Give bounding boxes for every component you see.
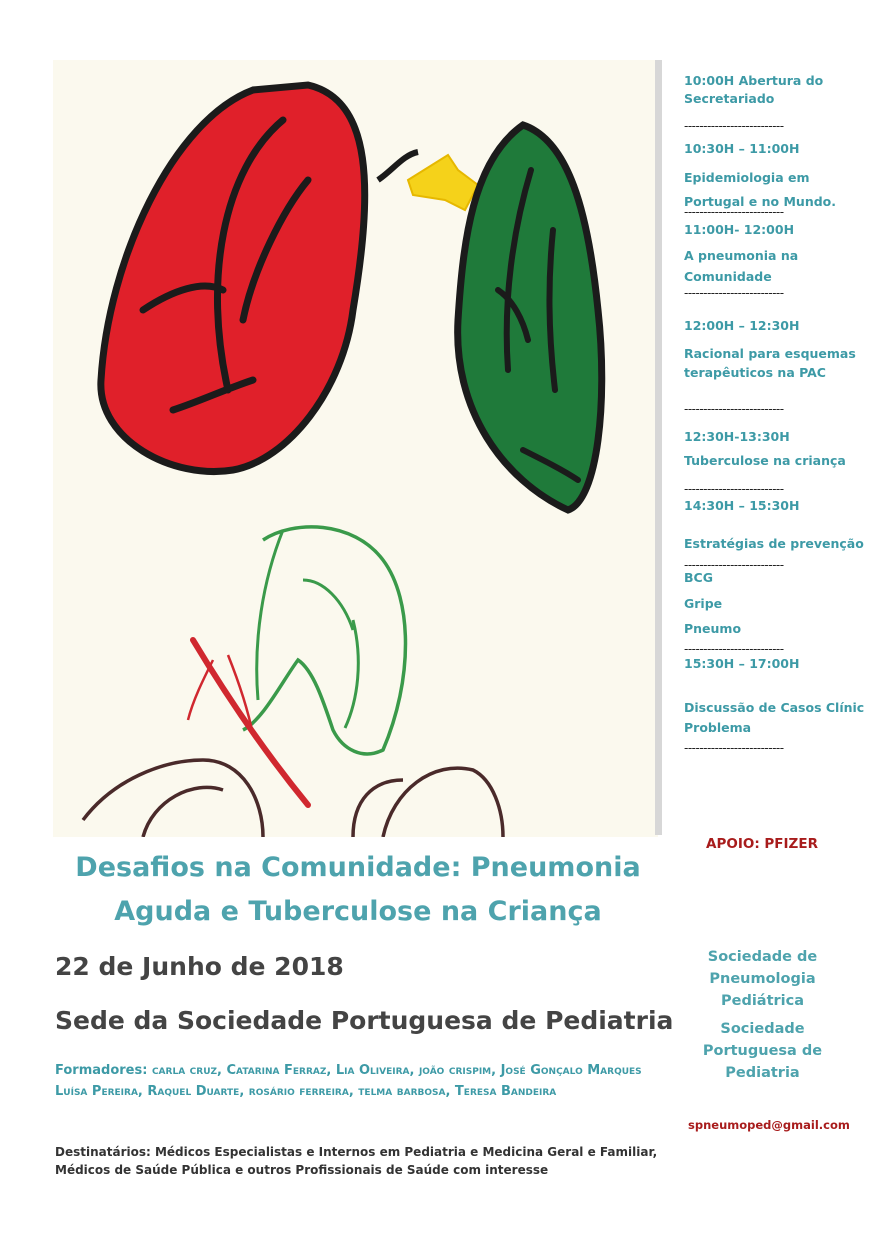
schedule-item: Estratégias de prevenção [684,536,864,551]
org-spp-pneumo: Sociedade de Pneumologia Pediátrica [707,949,818,1009]
schedule-item: Pneumo [684,621,742,636]
schedule-separator: -------------------------- [684,205,784,219]
lungs-drawing [53,60,658,837]
schedule-item: Secretariado [684,91,775,106]
schedule-item: A pneumonia na [684,248,799,263]
schedule-separator: -------------------------- [684,286,784,300]
red-lung [101,85,365,472]
audience-text: Destinatários: Médicos Especialistas e Internos em Pediatria e Medicina Geral e Familiar, Médicos de Saúde Pública e outros Profissionais de Saúde com interesse [55,1145,658,1177]
schedule-item: Racional para esquemas [684,346,856,361]
schedule-item: Portugal e no Mundo. [684,194,836,209]
schedule-item: Comunidade [684,269,772,284]
schedule-separator: -------------------------- [684,119,784,133]
brown-sketch [83,760,503,837]
schedule-item: 15:30H – 17:00H [684,656,800,671]
contact-email: spneumoped@gmail.com [688,1118,850,1132]
event-venue: Sede da Sociedade Portuguesa de Pediatria [55,1006,674,1035]
event-title [53,846,663,934]
schedule-item: Problema [684,720,752,735]
trainers-label: Formadores: [55,1063,148,1078]
schedule-separator: -------------------------- [684,558,784,572]
schedule-item: 12:30H-13:30H [684,429,790,444]
schedule-item: terapêuticos na PAC [684,365,826,380]
trainers-names: carla cruz, Catarina Ferraz, Lia Oliveira, joão crispim, José Gonçalo Marques Luísa Pereira, Raquel Duarte, rosário ferreira, telma barbosa, Teresa Bandeira [55,1063,642,1099]
organizers [690,946,835,1084]
schedule-separator: -------------------------- [684,642,784,656]
title-line-1: Desafios na Comunidade: Pneumonia [75,852,641,883]
schedule-item: BCG [684,570,713,585]
schedule-item: Epidemiologia em [684,170,810,185]
schedule-separator: -------------------------- [684,482,784,496]
org-spp: Sociedade Portuguesa de Pediatria [702,1021,823,1081]
title-line-2: Aguda e Tuberculose na Criança [114,896,602,927]
bronchus [408,155,478,210]
trainers [55,1060,655,1102]
schedule-separator: -------------------------- [684,741,784,755]
green-sketch [243,527,406,754]
schedule-item: 11:00H- 12:00H [684,222,795,237]
divider-bar [655,60,662,835]
schedule-item: 14:30H – 15:30H [684,498,800,513]
lungs-illustration [53,60,658,837]
schedule-item: Gripe [684,596,723,611]
schedule-separator: -------------------------- [684,402,784,416]
event-date: 22 de Junho de 2018 [55,952,344,981]
schedule-item: 12:00H – 12:30H [684,318,800,333]
schedule-item: Discussão de Casos Clínic [684,700,865,715]
schedule-item: 10:00H Abertura do [684,73,824,88]
sponsor-label: APOIO: PFIZER [706,836,818,852]
schedule-item: Tuberculose na criança [684,453,846,468]
schedule-item: 10:30H – 11:00H [684,141,800,156]
